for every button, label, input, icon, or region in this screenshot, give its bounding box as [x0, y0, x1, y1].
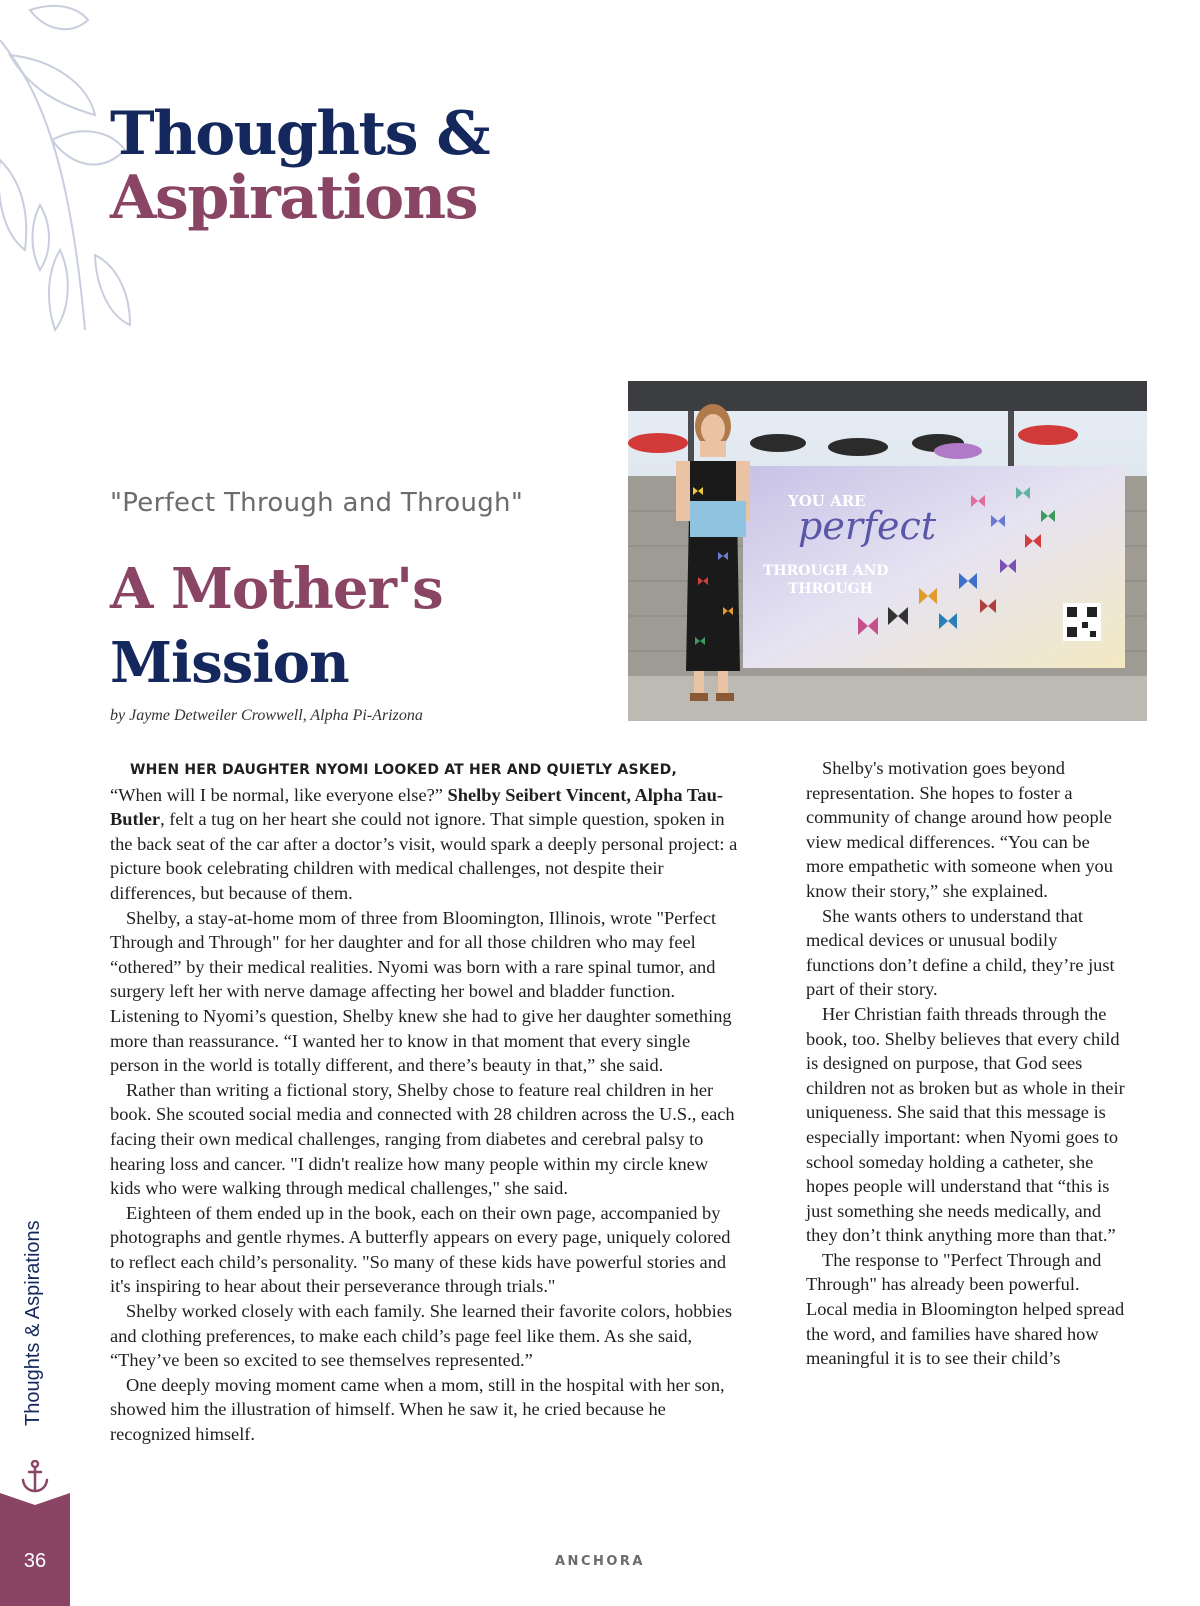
paragraph-r3: Her Christian faith threads through the book, too. Shelby believes that every child is designed on purpose, that God sees children not as broken but as whole in their uniqueness. She said that this message is especially important: when Nyomi goes to school someday holding a catheter, she hopes people will understand that “this is just something she needs medically, and they don’t think anything more than that.”: [806, 1003, 1125, 1246]
banner-text-perfect: perfect: [798, 504, 937, 548]
paragraph-r4: The response to "Perfect Through and Through" has already been powerful. Local media in Bloomington helped spread the word, and families have shared how meaningful it is to see their child’s: [806, 1249, 1125, 1369]
article-photo: [628, 381, 1147, 721]
paragraph-2: Shelby, a stay-at-home mom of three from Bloomington, Illinois, wrote "Perfect Through and Through" for her daughter and for all those children who may feel “othered” by their medical realities. Nyomi was born with a rare spinal tumor, and surgery left her with nerve damage affecting her bowel and bladder function. Listening to Nyomi’s question, Shelby knew she had to give her daughter something more than reassurance. “I wanted her to know in that moment that every single person in the world is totally different, and there’s beauty in that,” she said.: [110, 907, 732, 1076]
paragraph-3: Rather than writing a fictional story, Shelby chose to feature real children in her book. She scouted social media and connected with 28 children across the U.S., each facing their own medical challenges, ranging from diabetes and cerebral palsy to hearing loss and cancer. "I didn't realize how many people within my circle knew kids who were walking through medical challenges," she said.: [110, 1079, 735, 1199]
headline-line1: A Mother's: [110, 556, 443, 622]
article-headline: [110, 552, 443, 700]
anchor-icon: [20, 1460, 50, 1494]
paragraph-5: Shelby worked closely with each family. She learned their favorite colors, hobbies and clothing preferences, to make each child’s page feel like them. As she said, “They’ve been so excited to see themselves represented.”: [110, 1301, 733, 1371]
banner-text-you-are: YOU ARE: [788, 492, 866, 510]
featured-name: Shelby Seibert Vincent, Alpha Tau-Butler: [110, 784, 723, 830]
paragraph-6: One deeply moving moment came when a mom, still in the hospital with her son, showed him the illustration of himself. When he saw it, he cried because he recognized himself.: [110, 1374, 725, 1445]
sidebar-section-label: Thoughts & Aspirations: [22, 1220, 44, 1426]
paragraph-r2: She wants others to understand that medical devices or unusual bodily functions don’t define a child, they’re just part of their story.: [806, 905, 1115, 1000]
section-title: [110, 99, 490, 233]
byline: by Jayme Detweiler Crowwell, Alpha Pi-Arizona: [110, 707, 423, 724]
page-number: 36: [23, 1550, 47, 1572]
paragraph-4: Eighteen of them ended up in the book, each on their own page, accompanied by photographs and gentle rhymes. A butterfly appears on every page, uniquely colored to reflect each child’s personality. "So many of these kids have powerful stories and it's inspiring to hear about their perseverance through trials.": [110, 1202, 731, 1297]
publication-footer: ANCHORA: [555, 1554, 645, 1569]
headline-line2: Mission: [110, 630, 349, 696]
section-title-line1: Thoughts &: [110, 99, 490, 169]
banner-text-through-and: THROUGH AND: [763, 563, 889, 579]
paragraph-r1: Shelby's motivation goes beyond representation. She hopes to foster a community of change around how people view medical differences. “You can be more empathetic with someone when you know their story,” she explained.: [806, 758, 1113, 901]
article-column-left: [110, 756, 740, 1447]
article-subtitle: "Perfect Through and Through": [110, 488, 524, 518]
banner-text-through: THROUGH: [788, 581, 873, 597]
section-title-line2: Aspirations: [110, 163, 477, 233]
lead-in: WHEN HER DAUGHTER NYOMI LOOKED AT HER AND QUIETLY ASKED,: [130, 762, 677, 778]
article-column-right: [806, 756, 1126, 1371]
paragraph-1: WHEN HER DAUGHTER NYOMI LOOKED AT HER AND QUIETLY ASKED, “When will I be normal, like everyone else?” Shelby Seibert Vincent, Alpha Tau-Butler, felt a tug on her heart she could not ignore. That simple question, spoken in the back seat of the car after a doctor’s visit, would spark a deeply personal project: a picture book celebrating children with medical challenges, not despite their differences, but because of them.: [110, 762, 738, 903]
